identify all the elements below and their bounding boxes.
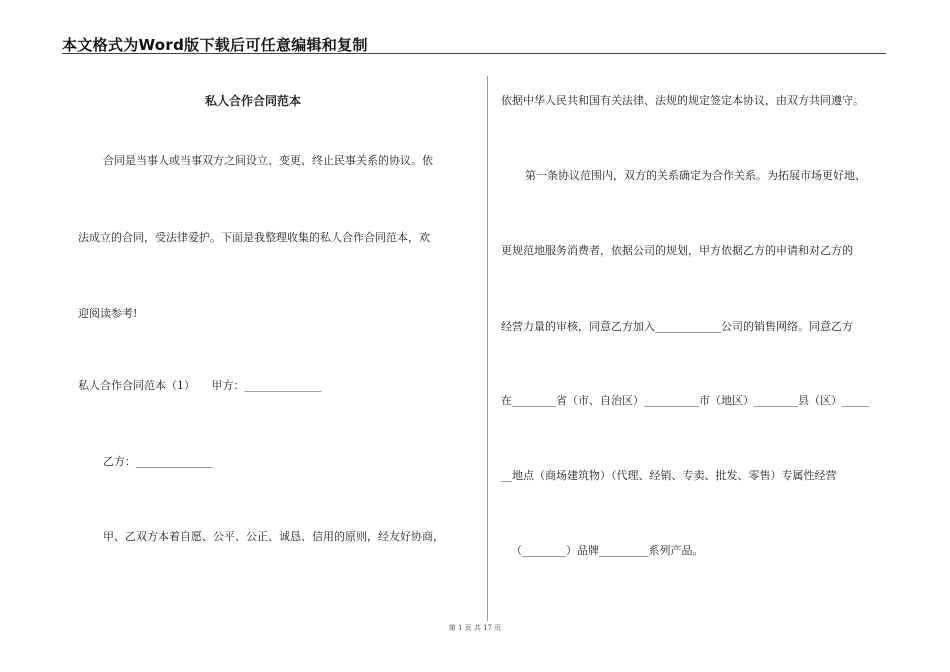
left-line-2: 法成立的合同，受法律爱护。下面是我整理收集的私人合作合同范本，欢 — [78, 231, 430, 244]
left-line-4: 私人合作合同范本（1） 甲方：______________ — [78, 379, 322, 392]
right-line-6: __地点（商场建筑物）（代理、经销、专卖、批发、零售）专属性经营 — [501, 469, 837, 482]
document-title: 私人合作合同范本 — [205, 94, 302, 108]
left-line-3: 迎阅读参考! — [78, 307, 138, 320]
left-line-5: 乙方：______________ — [103, 455, 213, 468]
page-footer: 第 1 页 共 17 页 — [448, 624, 502, 632]
right-line-3: 更规范地服务消费者，依据公司的规划，甲方依据乙方的申请和对乙方的 — [501, 244, 853, 257]
right-line-5: 在________省（市、自治区）__________市（地区）________县（区）_____ — [501, 394, 870, 407]
document-header: 本文格式为Word版下载后可任意编辑和复制 — [62, 36, 368, 54]
right-line-1: 依据中华人民共和国有关法律、法规的规定签定本协议，由双方共同遵守。 — [501, 94, 864, 107]
right-line-4: 经营力量的审核，同意乙方加入____________公司的销售网络。同意乙方 — [501, 320, 853, 333]
left-line-1: 合同是当事人或当事双方之间设立、变更、终止民事关系的协议。依 — [103, 154, 433, 167]
column-divider — [487, 76, 488, 621]
right-line-7: （________）品牌_________系列产品。 — [511, 544, 704, 557]
header-rule — [62, 53, 886, 54]
left-line-6: 甲、乙双方本着自愿、公平、公正、诚恳、信用的原则，经友好协商， — [103, 530, 444, 543]
right-line-2: 第一条协议范围内，双方的关系确定为合作关系。为拓展市场更好地、 — [525, 169, 866, 182]
